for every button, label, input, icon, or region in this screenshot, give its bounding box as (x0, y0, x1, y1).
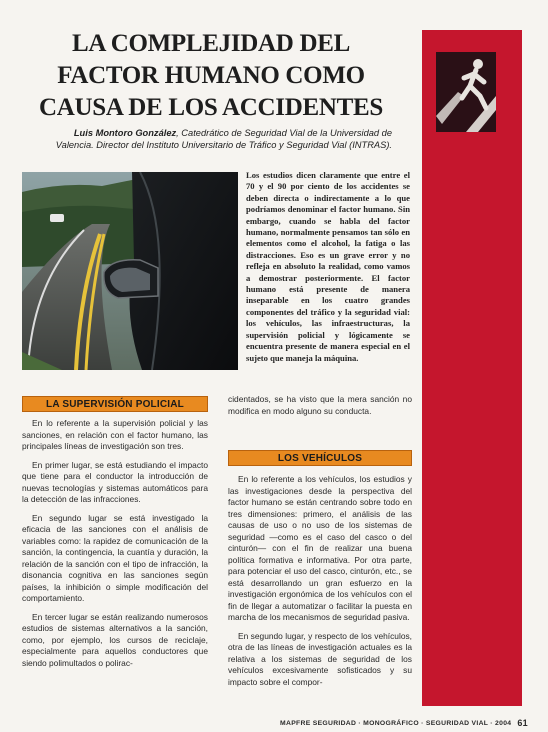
vehiculos-column (228, 474, 412, 695)
supervision-paragraph-3: En segundo lugar se está investigado la eficacia de las sanciones con el análisis de variables como: la rapidez de comunicación de la sanción, la contingencia, la cuantía y duración, la relación de la sanción con el tipo de infracción, la disonancia cognitiva en las sanciones según países, la inhibición o simple modificación del comportamiento. (22, 512, 208, 603)
vehiculos-paragraph-2: En segundo lugar, y respecto de los vehículos, otra de las líneas de investigación actuales es la relativa a los sistemas de seguridad de los vehículos excesivamente sofisticados y su impacto sobre el compor- (228, 630, 412, 687)
article-title (28, 28, 394, 124)
vehiculos-heading: LOS VEHÍCULOS (228, 450, 412, 466)
intro-paragraph: Los estudios dicen claramente que entre el 70 y el 90 por ciento de los accidentes se deben directa o indirectamente a lo que podríamos denominar el factor humano. Sin embargo, cuando se habla del factor humano, normalmente pensamos tan sólo en elementos como el alcohol, la fatiga o las distracciones. Eso es un grave error y no refleja en absoluto la realidad, como vamos a demostrar posteriormente. El factor humano está presente de manera inseparable en los cuatro grandes componentes del tráfico y la seguridad vial: los vehículos, las infraestructuras, la supervisión policial y lógicamente se encuentra presente de manera especial en el sujeto que maneja la máquina. (246, 170, 410, 363)
author-affiliation: , Catedrático de Seguridad Vial de la Universidad de Valencia. Director del Instituto Universitario de Tráfico y Seguridad Vial (INTRAS). (55, 128, 392, 150)
supervision-heading: LA SUPERVISIÓN POLICIAL (22, 396, 208, 412)
title-line-1: LA COMPLEJIDAD DEL (72, 30, 350, 57)
title-line-3: CAUSA DE LOS ACCIDENTES (39, 94, 383, 121)
pedestrian-road-icon (436, 52, 496, 132)
author-byline (42, 127, 392, 151)
supervision-column (22, 418, 208, 676)
carry-over-paragraph: cidentados, se ha visto que la mera sanción no modifica en modo alguno su conducta. (228, 394, 412, 416)
author-name: Luis Montoro González (73, 128, 177, 138)
carry-over-column (228, 394, 412, 424)
supervision-paragraph-2: En primer lugar, se está estudiando el impacto que tiene para el conductor la introducción de nuevas tecnologías y sistemas automáticos para la detección de las infracciones. (22, 459, 208, 504)
vehiculos-paragraph-1: En lo referente a los vehículos, los estudios y las investigaciones desde la perspectiva del factor humano se están centrando sobre todo en tres dimensiones: primero, el análisis de las causas de uso o no uso de los sistemas de seguridad —como es el caso del casco o del cinturón— con el fin de realizar una buena política formativa e informativa. Por otra parte, para potenciar el uso del casco, cinturón, etc., se está desarrollando un gran esfuerzo en la investigación ergonómica de los vehículos con el fin de llegar a automatizar o facilitar la puesta en marcha de los mecanismos de seguridad pasiva. (228, 474, 412, 622)
road-car-mirror-photo (22, 172, 238, 370)
supervision-paragraph-1: En lo referente a la supervisión policial y las sanciones, en relación con el factor humano, las principales líneas de investigación son tres. (22, 418, 208, 451)
footer-text: MAPFRE SEGURIDAD · MONOGRÁFICO · SEGURIDAD VIAL · 2004 (280, 719, 512, 727)
page-number: 61 (517, 718, 528, 728)
page-footer (268, 718, 528, 728)
title-line-2: FACTOR HUMANO COMO (57, 62, 365, 89)
supervision-paragraph-4: En tercer lugar se están realizando numerosos estudios de sistemas alternativos a la sanción, como, por ejemplo, los cursos de reciclaje, especialmente para aquellos conductores que siendo polimultados o polirac- (22, 611, 208, 668)
